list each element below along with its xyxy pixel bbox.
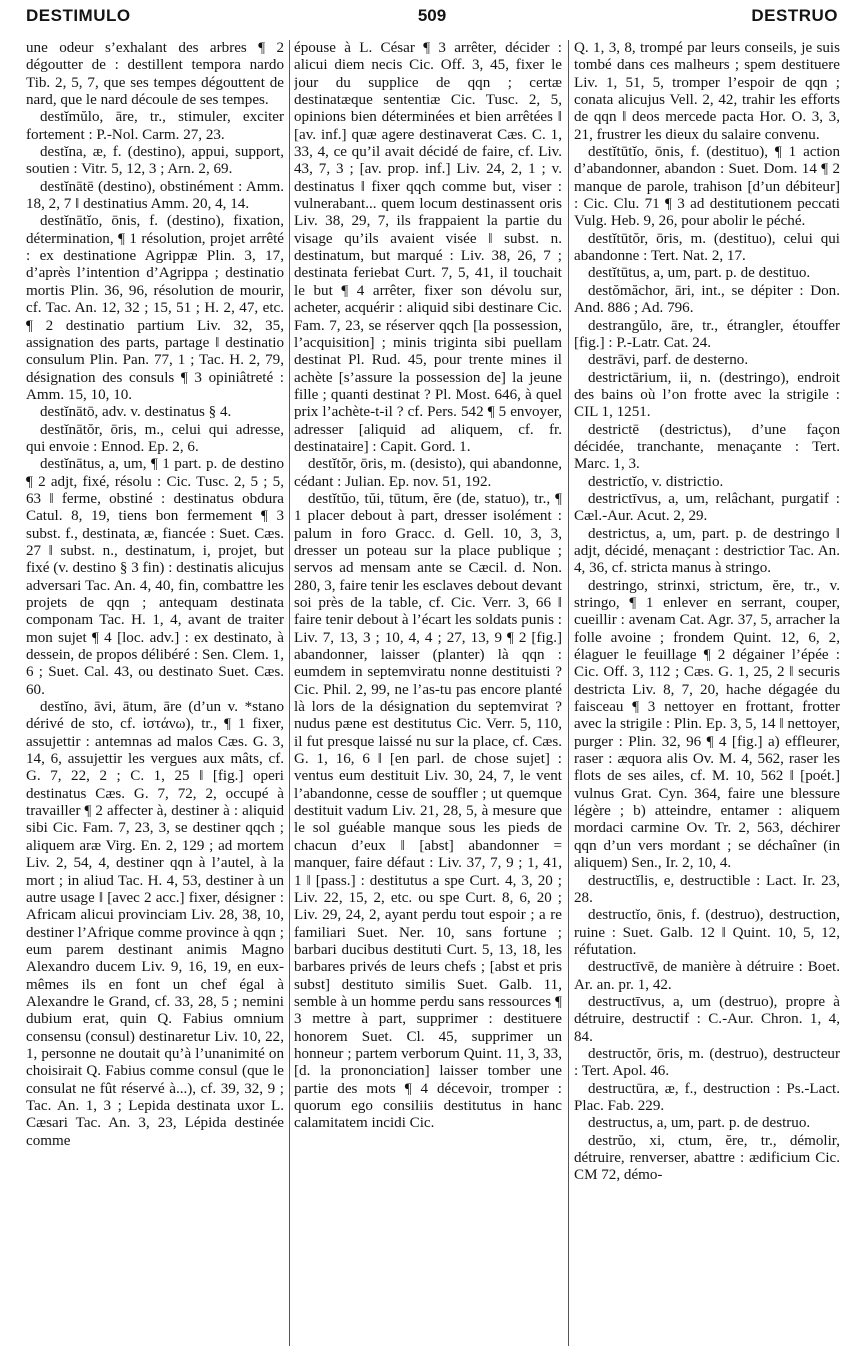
dictionary-entry: destrictē (destrictus), d’une façon décidée, tranchante, menaçante : Tert. Marc. 1, 3. <box>574 421 840 473</box>
dictionary-entry: destĭnātō, adv. v. destinatus § 4. <box>40 404 232 421</box>
dictionary-entry: destrangŭlo, āre, tr., étrangler, étouffer [fig.] : P.-Latr. Cat. 24. <box>574 317 840 351</box>
dictionary-entry: destĭno, āvi, ātum, āre (d’un v. *stano dérivé de sto, cf. ἱστάνω), tr., ¶ 1 fixer, assujettir : antemnas ad malos Cæs. G. 3, 14, 6, assujettir les vergues aux mâts, cf. G. 7, 22, 2 ; C. 1, 25 ‖ [fig.] operi destinatus Cæs. G. 7, 72, 2, occupé à travailler ¶ 2 affecter à, destiner à : aliquid sibi Cic. Fam. 7, 23, 3, se destiner qqch ; aliquem aræ Virg. En. 2, 129 ; ad mortem Liv. 2, 54, 4, destiner qqn à l’autel, à la mort ; in aliud Tac. H. 4, 53, destiner à un autre usage ‖ [avec 2 acc.] fixer, désigner : Africam alicui provinciam Liv. 28, 38, 10, destiner l’Afrique comme province à qqn ; eum parem destinant animis Magno Alexandro ducem Liv. 9, 16, 19, en eux-mêmes ils en font un chef égal à Alexandre le Grand, cf. 33, 28, 5 ; nemini dubium erat, quin Q. Fabius omnium consensu (consul) destinaretur Liv. 10, 22, 1, personne ne doutait qu’à l’unanimité on choisirait Q. Fabius comme consul (que le consulat ne fût réservé à...), cf. 39, 32, 9 ; Tac. An. 1, 3 ; Lepida destinata uxor L. Cæsari Tac. An. 3, 23, Lépida destinée comme <box>26 699 284 1149</box>
dictionary-entry: destringo, strinxi, strictum, ĕre, tr., v. stringo, ¶ 1 enlever en serrant, couper, cueillir : avenam Cat. Agr. 37, 5, arracher la folle avoine ; frondem Quint. 12, 6, 2, élaguer le feuillage ¶ 2 dégainer l’épée : Cic. Off. 3, 112 ; Cæs. G. 1, 25, 2 ‖ securis destricta Liv. 8, 7, 20, hache dégagée du faisceau ¶ 3 nettoyer en frottant, frotter avec la strigile : Plin. Ep. 3, 5, 14 ‖ nettoyer, purger : Plin. 32, 96 ¶ 4 [fig.] a) effleurer, raser : æquora alis Ov. M. 4, 562, raser les flots de ses ailes, cf. M. 10, 562 ‖ [poét.] vulnus Grat. Cyn. 364, faire une blessure légère ; b) atteindre, entamer : aliquem mordaci carmine Ov. Tr. 2, 563, déchirer qqn d’un vers mordant ; se déchaîner (in aliquem) Sen., Ir. 2, 10, 4. <box>574 577 840 872</box>
dictionary-entry: destructĭlis, e, destructible : Lact. Ir. 23, 28. <box>574 872 840 906</box>
column-divider <box>289 40 290 1346</box>
dictionary-entry: destŏmăchor, āri, int., se dépiter : Don. And. 886 ; Ad. 796. <box>574 282 840 317</box>
dictionary-entry: destĭtŭo, tŭi, tūtum, ĕre (de, statuo), tr., ¶ 1 placer debout à part, dresser isolément : palum in foro Gracc. d. Gell. 10, 3, 3, dresser un poteau sur la place publique ; servos ad mensam ante se Cæcil. d. Non. 280, 3, faire tenir les esclaves debout devant soi près de la table, cf. Cic. Verr. 3, 66 ‖ faire tenir debout à l’écart les soldats punis : Liv. 7, 13, 3 ; 10, 4, 4 ; 27, 13, 9 ¶ 2 [fig.] abandonner, laisser (planter) là qqn : eumdem in septemviratu nonne destituisti ? Cic. Phil. 2, 99, ne l’as-tu pas encore planté là lors de la désignation du septemvirat ? nudus pæne est destitutus Cic. Verr. 5, 110, il fut presque laissé nu sur la place, cf. Cæs. G. 1, 16, 6 ‖ [en parl. de chose sujet] : ventus eum destituit Liv. 30, 24, 7, le vent l’abandonne, cesse de souffler ; ut quemque destituit vadum Liv. 21, 28, 5, à mesure que le sol guéable manque sous les pieds de chacun d’eux ‖ [abst] abandonner = manquer, faire défaut : Liv. 37, 7, 9 ; 1, 41, 1 ‖ [pass.] : destitutus a spe Curt. 4, 3, 20 ; Liv. 22, 15, 2, etc. ou spe Curt. 8, 6, 20 ; Liv. 29, 24, 2, ayant perdu tout espoir ; a re familiari Suet. Ner. 10, sans fortune ; barbari ducibus destituti Curt. 5, 13, 18, les barbares privés de leurs chefs ; [abst et pris subst] destituto similis Suet. Galb. 11, semble à un homme perdu sans ressources ¶ 3 mettre à part, supprimer : destituere honorem Suet. Cl. 45, supprimer un honneur ; partem verborum Quint. 11, 3, 33, [d. la prononciation] laisser tomber une partie des mots ¶ 4 décevoir, tromper : quorum ego consiliis destitutus in hanc calamitatem incidi Cic. <box>294 490 562 1132</box>
column-divider <box>568 40 569 1346</box>
column-left <box>26 40 284 1356</box>
dictionary-entry: destĭna, æ, f. (destino), appui, support, soutien : Vitr. 5, 12, 3 ; Arn. 2, 69. <box>26 144 284 178</box>
dictionary-entry: destrictĭo, v. districtio. <box>588 473 724 490</box>
dictionary-entry: destrŭo, xi, ctum, ĕre, tr., démolir, détruire, renverser, abattre : ædificium Cic. CM 72, démo- <box>574 1132 840 1184</box>
dictionary-entry: destĭtūtĭo, ōnis, f. (destituo), ¶ 1 action d’abandonner, abandon : Suet. Dom. 14 ¶ 2 manque de parole, trahison [d’un débiteur] : Cic. Clu. 71 ¶ 3 ad destitutionem peccati Vulg. Heb. 9, 26, pour abolir le péché. <box>574 144 840 230</box>
dictionary-entry: destructus, a, um, part. p. de destruo. <box>588 1115 811 1132</box>
dictionary-entry: destĭmŭlo, āre, tr., stimuler, exciter fortement : P.-Nol. Carm. 27, 23. <box>26 109 284 143</box>
entry-continuation: une odeur s’exhalant des arbres ¶ 2 dégoutter de : destillent tempora nardo Tib. 2, 5, 7, que ses tempes dégouttent de nard, que le nard découle de ses tempes. <box>26 40 284 109</box>
dictionary-entry: destrictārium, ii, n. (destringo), endroit des bains où l’on frotte avec la strigile : CIL 1, 1251. <box>574 369 840 421</box>
dictionary-entry: destrictus, a, um, part. p. de destringo ‖ adjt, décidé, menaçant : destrictior Tac. An. 4, 36, cf. stricta manus à stringo. <box>574 525 840 577</box>
dictionary-entry: destructīvē, de manière à détruire : Boet. Ar. an. pr. 1, 42. <box>574 959 840 993</box>
page-header <box>26 6 838 36</box>
dictionary-entry: destructūra, æ, f., destruction : Ps.-Lact. Plac. Fab. 229. <box>574 1080 840 1114</box>
page-number: 509 <box>417 6 447 25</box>
dictionary-entry: destĭnātĭo, ōnis, f. (destino), fixation, détermination, ¶ 1 résolution, projet arrêté : ex destinatione Agrippæ Plin. 3, 17, d’après l’intention d’Agrippa ; destinatio mortis Plin. 36, 96, résolution de mourir, cf. Tac. An. 12, 32 ; 15, 51 ; H. 2, 47, etc. ¶ 2 destinatio partium Liv. 32, 35, assignation des parts, partage ‖ destinatio consulum Plin. Pan. 77, 1 ; Tac. H. 2, 79, désignation des consuls ¶ 3 opiniâtreté : Amm. 15, 10, 10. <box>26 213 284 403</box>
dictionary-entry: destructŏr, ōris, m. (destruo), destructeur : Tert. Apol. 46. <box>574 1045 840 1080</box>
dictionary-entry: destĭnātē (destino), obstinément : Amm. 18, 2, 7 ‖ destinatius Amm. 20, 4, 14. <box>26 178 284 213</box>
dictionary-entry: destrictīvus, a, um, relâchant, purgatif : Cæl.-Aur. Acut. 2, 29. <box>574 490 840 525</box>
running-head-left: DESTIMULO <box>26 6 131 25</box>
running-head-right: DESTRUO <box>751 6 838 25</box>
dictionary-entry: destrāvi, parf. de desterno. <box>588 352 749 369</box>
column-middle <box>294 40 562 1356</box>
dictionary-entry: destĭnātŏr, ōris, m., celui qui adresse, qui envoie : Ennod. Ep. 2, 6. <box>26 421 284 455</box>
dictionary-entry: destĭtūtus, a, um, part. p. de destituo. <box>588 265 811 282</box>
dictionary-entry: destructīvus, a, um (destruo), propre à détruire, destructif : C.-Aur. Chron. 1, 4, 84. <box>574 993 840 1045</box>
column-right <box>574 40 840 1356</box>
entry-continuation: Q. 1, 3, 8, trompé par leurs conseils, je suis tombé dans ces malheurs ; spem destituere Liv. 1, 51, 5, tromper l’espoir de qqn ; conata alicujus Vell. 2, 42, trahir les efforts de qqn ‖ deos mercede pacta Hor. O. 3, 3, 21, frustrer les dieux du salaire convenu. <box>574 40 840 143</box>
dictionary-entry: destĭtŏr, ōris, m. (desisto), qui abandonne, cédant : Julian. Ep. nov. 51, 192. <box>294 456 562 490</box>
dictionary-entry: destĭnātus, a, um, ¶ 1 part. p. de destino ¶ 2 adjt, fixé, résolu : Cic. Tusc. 2, 5 ; 5, 63 ‖ ferme, obstiné : destinatus obdura Catul. 8, 19, tiens bon fermement ¶ 3 subst. f., destinata, æ, fiancée : Suet. Cæs. 27 ‖ subst. n., destinatum, i, projet, but fixé (v. destino § 3 fin) : destinatis alicujus adversari Tac. An. 4, 40, fin, combattre les projets de qqn ; antequam destinata componam Tac. H. 1, 4, avant de traiter mon sujet ¶ 4 [loc. adv.] : ex destinato, à dessein, de propos délibéré : Sen. Clem. 1, 6 ; Suet. Cal. 43, ou destinato Suet. Cæs. 60. <box>26 456 284 698</box>
entry-continuation: épouse à L. César ¶ 3 arrêter, décider : alicui diem necis Cic. Off. 3, 45, fixer le jour du supplice de qqn ; certæ destinatæque sententiæ Cic. Tusc. 2, 5, opinions bien déterminées et bien arrêtées ‖ [av. inf.] quæ agere destinaverat Cæs. C. 1, 33, 4, ce qu’il avait décidé de faire, cf. Liv. 43, 7, 3 ; [av. prop. inf.] Liv. 24, 2, 1 ; v. destinatus ‖ fixer qqch comme but, viser : vulnerabant... quem locum destinassent oris Liv. 38, 29, 7, ils frappaient la partie du visage qu’ils avaient visée ‖ subst. n. destinatum, but marqué : Liv. 38, 26, 7 ; destinata feriebat Curt. 7, 5, 41, il touchait le but ¶ 4 arrêter, fixer son dévolu sur, acheter, acquérir : aliquid sibi destinare Cic. Fam. 7, 23, se réserver qqch [la possession, l’acquisition] ; minis triginta sibi puellam destinat Pl. Rud. 45, pour trente mines il achète [s’assure la possession de] la jeune fille ; quanti destinat ? Pl. Most. 646, à quel prix l’achète-t-il ? cf. Pers. 542 ¶ 5 envoyer, adresser [aliquid ad aliquem, cf. fr. destinataire] : Capit. Gord. 1. <box>294 40 562 455</box>
dictionary-entry: destructĭo, ōnis, f. (destruo), destruction, ruine : Suet. Galb. 12 ‖ Quint. 10, 5, 12, réfutation. <box>574 907 840 958</box>
dictionary-entry: destĭtūtŏr, ōris, m. (destituo), celui qui abandonne : Tert. Nat. 2, 17. <box>574 230 840 265</box>
